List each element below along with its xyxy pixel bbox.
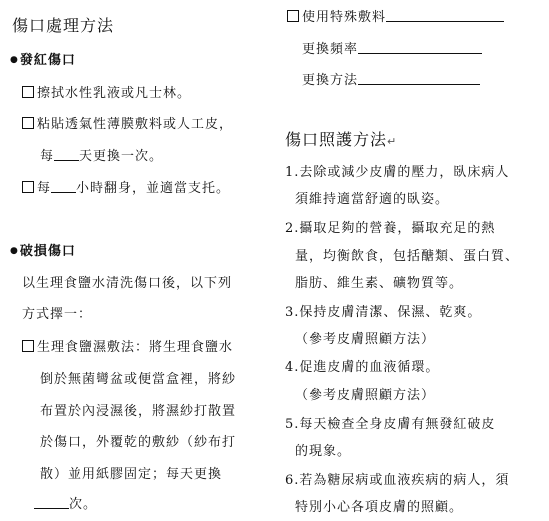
saline-option-line-3: 布置於內浸濕後，將濕紗打散置 xyxy=(40,404,237,419)
care-line: 的現象。 xyxy=(295,444,352,459)
care-line: 5.每天檢查全身皮膚有無發紅破皮 xyxy=(285,417,496,432)
care-line: 2.攝取足夠的營養，攝取充足的熱 xyxy=(285,221,496,236)
saline-option-line-5: 散）並用紙膠固定；每天更換 xyxy=(40,467,223,482)
item-text: 生理食鹽濕敷法：將生理食鹽水 xyxy=(37,340,234,355)
fill-in-blank[interactable] xyxy=(358,72,480,85)
broken-wound-intro-2: 方式擇一： xyxy=(22,307,93,322)
change-frequency-row xyxy=(302,41,482,58)
red-wound-item-3 xyxy=(22,180,230,197)
saline-option xyxy=(22,340,233,356)
item-text: 每 xyxy=(40,149,55,164)
item-text: 使用特殊敷料 xyxy=(302,10,387,25)
bullet-icon: ● xyxy=(10,246,19,256)
item-text: 次。 xyxy=(69,497,98,512)
care-line: 量，均衡飲食，包括醣類、蛋白質、 xyxy=(295,249,520,264)
item-text: 更換方法 xyxy=(302,73,359,88)
item-text: 小時翻身，並適當支托。 xyxy=(76,181,231,196)
fill-in-blank[interactable] xyxy=(34,496,69,509)
bullet-icon: ● xyxy=(10,55,19,65)
wound-treatment-title: 傷口處理方法 xyxy=(12,16,115,35)
care-line: 須維持適當舒適的臥姿。 xyxy=(295,192,450,207)
item-text: 粘貼透氣性薄膜敷料或人工皮， xyxy=(37,117,234,132)
checkbox[interactable] xyxy=(22,86,34,98)
wound-care-title-text: 傷口照護方法 xyxy=(285,130,388,149)
item-text: 更換頻率 xyxy=(302,42,359,57)
saline-option-line-4: 於傷口，外覆乾的敷紗（紗布打 xyxy=(40,435,237,450)
item-text: 天更換一次。 xyxy=(79,149,164,164)
care-line: 特別小心各項皮膚的照顧。 xyxy=(295,500,464,515)
red-wound-heading-text: 發紅傷口 xyxy=(19,53,76,68)
red-wound-heading xyxy=(10,52,76,69)
fill-in-blank[interactable] xyxy=(386,9,504,22)
red-wound-item-2-line-2 xyxy=(40,148,163,165)
checkbox[interactable] xyxy=(22,340,34,352)
checkbox[interactable] xyxy=(287,10,299,22)
care-line: 1.去除或減少皮膚的壓力，臥床病人 xyxy=(285,165,510,180)
care-line: （參考皮膚照顧方法） xyxy=(295,332,436,347)
item-text: 擦拭水性乳液或凡士林。 xyxy=(37,86,192,101)
special-dressing-row xyxy=(287,9,504,26)
broken-wound-intro-1: 以生理食鹽水清洗傷口後，以下列 xyxy=(22,276,233,291)
checkbox[interactable] xyxy=(22,117,34,129)
care-line: 3.保持皮膚清潔、保濕、乾爽。 xyxy=(285,305,482,320)
paragraph-mark-icon: ↵ xyxy=(387,135,398,148)
care-line: 脂肪、維生素、礦物質等。 xyxy=(295,276,464,291)
care-line: 6.若為糖尿病或血液疾病的病人，須 xyxy=(285,473,510,488)
red-wound-item-2 xyxy=(22,117,233,133)
item-text: 每 xyxy=(37,181,52,196)
fill-in-blank[interactable] xyxy=(51,180,76,193)
fill-in-blank[interactable] xyxy=(358,41,482,54)
fill-in-blank[interactable] xyxy=(54,148,79,161)
checkbox[interactable] xyxy=(22,181,34,193)
broken-wound-heading-text: 破損傷口 xyxy=(19,244,76,259)
saline-option-line-2: 倒於無菌彎盆或便當盒裡，將紗 xyxy=(40,372,237,387)
red-wound-item-1 xyxy=(22,86,191,102)
broken-wound-heading xyxy=(10,243,76,260)
change-method-row xyxy=(302,72,480,89)
care-line: （參考皮膚照顧方法） xyxy=(295,388,436,403)
care-line: 4.促進皮膚的血液循環。 xyxy=(285,360,440,375)
saline-option-line-6 xyxy=(34,496,97,513)
wound-care-title xyxy=(285,130,397,152)
